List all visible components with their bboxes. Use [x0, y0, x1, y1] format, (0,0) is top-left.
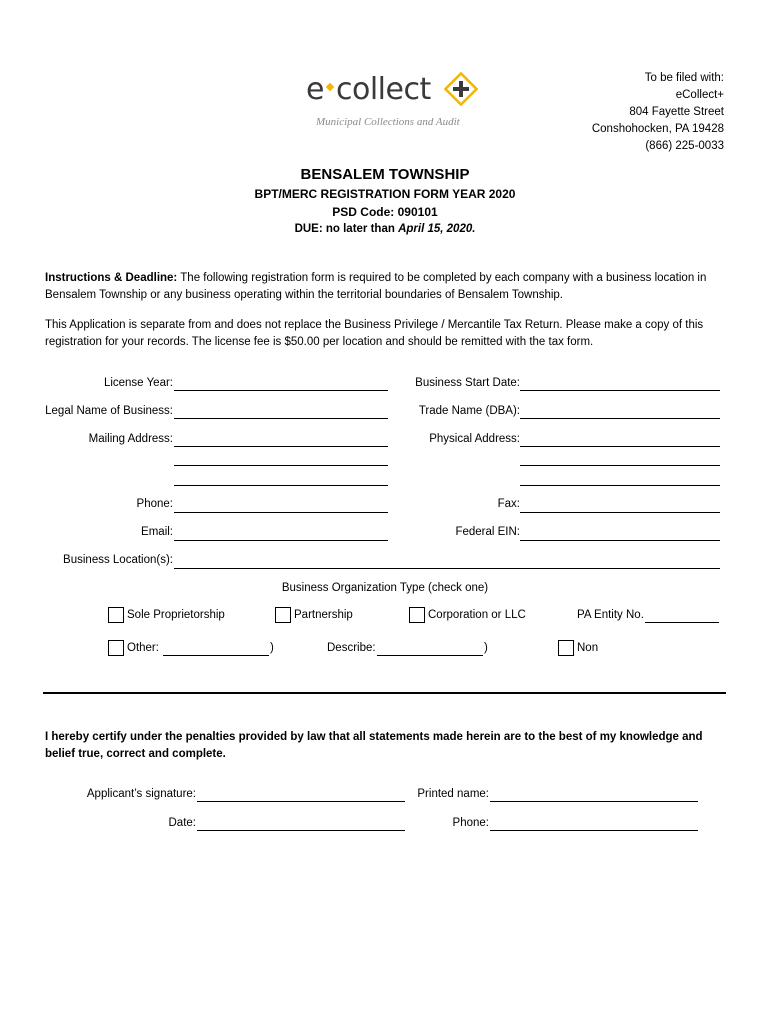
sole-proprietorship-checkbox[interactable] [108, 607, 124, 623]
form-title: BPT/MERC REGISTRATION FORM YEAR 2020 [254, 187, 516, 201]
filed-name: eCollect+ [675, 89, 724, 101]
legal-name-label: Legal Name of Business: [45, 405, 173, 417]
other-field[interactable] [163, 655, 269, 656]
non-label: Non [577, 642, 599, 654]
printed-name-label: Printed name: [417, 788, 489, 800]
psd-code: PSD Code: 090101 [332, 205, 438, 219]
partnership-label: Partnership [294, 609, 353, 621]
due-date-line [0, 223, 770, 235]
physical-address-field-2[interactable] [520, 465, 720, 466]
license-year-field[interactable] [174, 390, 388, 391]
mailing-address-field-3[interactable] [174, 485, 388, 486]
business-start-date-field[interactable] [520, 390, 720, 391]
business-locations-field[interactable] [174, 568, 720, 569]
trade-name-label: Trade Name (DBA): [418, 405, 520, 417]
trade-name-field[interactable] [520, 418, 720, 419]
license-year-label: License Year: [103, 377, 173, 389]
township-title: BENSALEM TOWNSHIP [300, 166, 470, 183]
other-label: Other: [127, 642, 159, 654]
mailing-address-field-2[interactable] [174, 465, 388, 466]
business-start-date-label: Business Start Date: [415, 377, 520, 389]
business-locations-label: Business Location(s): [63, 554, 173, 566]
filed-phone: (866) 225-0033 [645, 140, 724, 152]
due-prefix: DUE: no later than [294, 223, 395, 235]
application-note: This Application is separate from and does not replace the Business Privilege / Mercantile Tax Return. Please make a copy of this registration for your records. The license fee is $50.00 per location and should be remitted with the tax form. [45, 319, 704, 348]
describe-field[interactable] [377, 655, 483, 656]
pa-entity-field[interactable] [645, 622, 719, 623]
email-label: Email: [141, 526, 173, 538]
logo-dot-icon [326, 83, 334, 91]
instructions-text: The following registration form is required to be completed by each company with a business location in Bensalem Township or any business operating within the territorial boundaries of Bensalem Township. [45, 272, 707, 301]
physical-address-label: Physical Address: [429, 433, 520, 445]
sole-proprietorship-label: Sole Proprietorship [127, 609, 225, 621]
instructions-label: Instructions & Deadline: [45, 272, 178, 284]
signature-field[interactable] [197, 801, 405, 802]
legal-name-field[interactable] [174, 418, 388, 419]
filed-heading: To be filed with: [644, 72, 724, 84]
pa-entity-label: PA Entity No. [577, 609, 644, 621]
filed-street: 804 Fayette Street [629, 106, 724, 118]
filed-city: Conshohocken, PA 19428 [591, 123, 724, 135]
logo-e: e [306, 72, 324, 107]
filing-address-block [592, 70, 724, 155]
signature-label: Applicant’s signature: [86, 788, 196, 800]
non-checkbox[interactable] [558, 640, 574, 656]
date-field[interactable] [197, 830, 405, 831]
other-close-paren: ) [270, 642, 274, 654]
printed-name-field[interactable] [490, 801, 698, 802]
phone-label: Phone: [136, 498, 173, 510]
physical-address-field-3[interactable] [520, 485, 720, 486]
corporation-llc-checkbox[interactable] [409, 607, 425, 623]
describe-label: Describe: [327, 642, 376, 654]
logo-collect: collect [335, 72, 431, 107]
federal-ein-field[interactable] [520, 540, 720, 541]
email-field[interactable] [174, 540, 388, 541]
date-label: Date: [168, 817, 196, 829]
logo-tagline: Municipal Collections and Audit [316, 116, 460, 128]
instructions-paragraph [45, 270, 735, 304]
phone-field[interactable] [174, 512, 388, 513]
corporation-llc-label: Corporation or LLC [428, 609, 526, 621]
applicant-phone-field[interactable] [490, 830, 698, 831]
physical-address-field-1[interactable] [520, 446, 720, 447]
certification-statement: I hereby certify under the penalties provided by law that all statements made herein are to the best of my knowledge and belief true, correct and complete. [45, 731, 703, 760]
other-checkbox[interactable] [108, 640, 124, 656]
due-date: April 15, 2020. [398, 223, 476, 235]
federal-ein-label: Federal EIN: [455, 526, 520, 538]
mailing-address-field-1[interactable] [174, 446, 388, 447]
partnership-checkbox[interactable] [275, 607, 291, 623]
mailing-address-label: Mailing Address: [88, 433, 173, 445]
plus-diamond-icon [444, 72, 478, 106]
org-type-heading: Business Organization Type (check one) [281, 582, 489, 594]
section-divider [43, 692, 726, 694]
fax-label: Fax: [497, 498, 520, 510]
applicant-phone-label: Phone: [452, 817, 489, 829]
ecollect-logo [306, 72, 486, 132]
describe-close-paren: ) [484, 642, 488, 654]
fax-field[interactable] [520, 512, 720, 513]
